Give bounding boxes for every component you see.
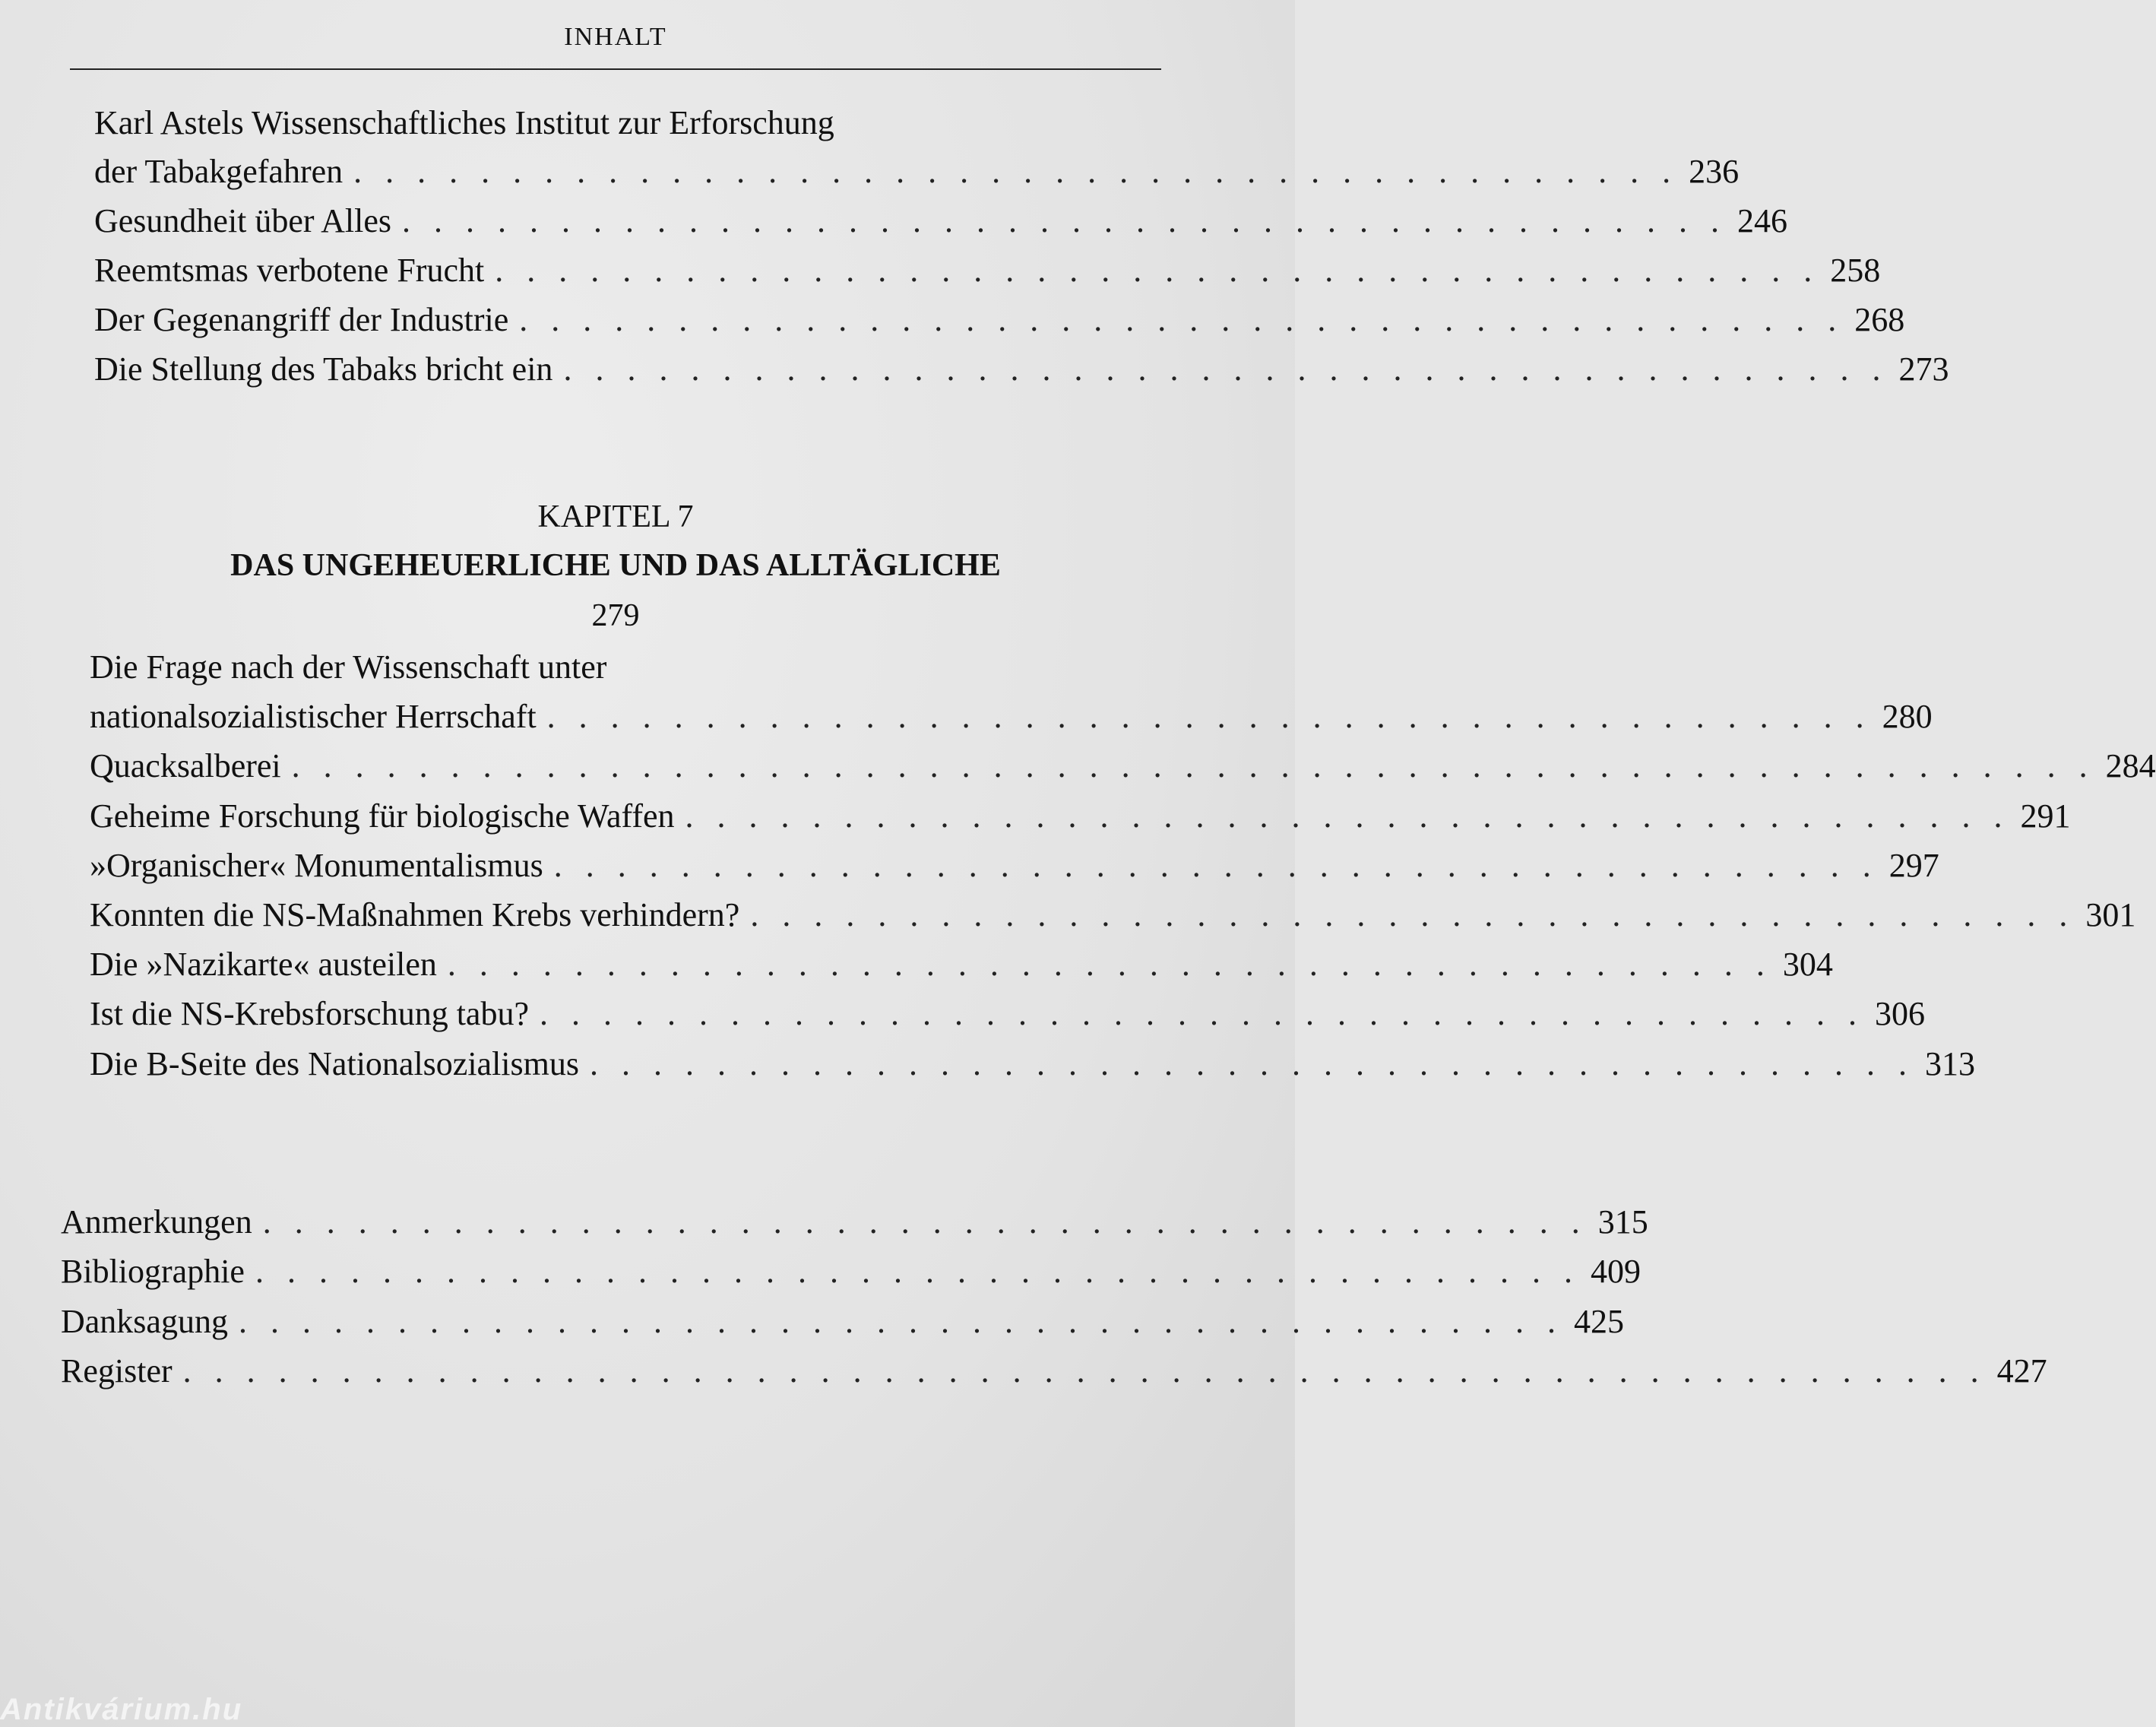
header-rule (70, 68, 1161, 70)
chapter-page-number: 279 (591, 598, 640, 633)
toc-page-number: 301 (2085, 896, 2136, 933)
toc-entry-title: Die »Nazikarte« austeilen (90, 946, 437, 983)
leader-dots: . . . . . . . . . . . . . . . . . . . . . . . . . . . . . . . . . . . . . . . . . . (255, 1253, 1580, 1290)
toc-page-number: 284 (2105, 747, 2156, 784)
toc-page-number: 425 (1573, 1303, 1624, 1340)
toc-page-number: 306 (1874, 995, 1925, 1032)
leader-dots: . . . . . . . . . . . . . . . . . . . . . . . . . . . . . . . . . . . . . . . . . . . . . . . . . . . . . . . . . (182, 1352, 1987, 1390)
toc-entry-first-line: Die Frage nach der Wissenschaft unter (90, 648, 607, 686)
leader-dots: . . . . . . . . . . . . . . . . . . . . . . . . . . . . . . . . . . . . . . . . . . (546, 698, 1872, 735)
toc-entry-title: Quacksalberei (90, 747, 281, 784)
toc-page-number: 273 (1898, 350, 1949, 388)
toc-entry (94, 299, 1905, 341)
leader-dots: . . . . . . . . . . . . . . . . . . . . . . . . . . . . . . . . . . . . . . . . . . (563, 350, 1888, 388)
toc-entry-title: Reemtsmas verbotene Frucht (94, 252, 485, 289)
toc-entry-title: Anmerkungen (61, 1203, 252, 1241)
toc-entry-title: Die B-Seite des Nationalsozialismus (90, 1045, 579, 1082)
toc-page-number: 313 (1925, 1045, 1975, 1082)
toc-page-number: 409 (1590, 1253, 1641, 1290)
toc-page-number: 304 (1782, 946, 1833, 983)
toc-entry (61, 1350, 2047, 1393)
toc-page-number: 427 (1996, 1352, 2047, 1390)
toc-entry-title: Die Stellung des Tabaks bricht ein (94, 350, 553, 388)
chapter-title: DAS UNGEHEUERLICHE UND DAS ALLTÄGLICHE (230, 548, 1001, 583)
toc-entry (94, 151, 1740, 193)
toc-entry (94, 249, 1881, 292)
toc-entry (90, 993, 1925, 1035)
toc-page-number: 246 (1737, 202, 1788, 239)
leader-dots: . . . . . . . . . . . . . . . . . . . . . . . . . . . . . . . . . . . . . . . . . . (353, 153, 1679, 190)
leader-dots: . . . . . . . . . . . . . . . . . . . . . . . . . . . . . . . . . . . . . . . . . . . . . . . . . . . . . . . . . (291, 747, 2095, 784)
toc-entry-title: Danksagung (61, 1303, 228, 1340)
toc-page-number: 291 (2020, 797, 2071, 835)
toc-entry-title: »Organischer« Monumentalismus (90, 847, 543, 884)
toc-page-number: 280 (1882, 698, 1933, 735)
running-header: INHALT (564, 23, 667, 51)
leader-dots: . . . . . . . . . . . . . . . . . . . . . . . . . . . . . . . . . . . . . . . . . . (447, 946, 1772, 983)
toc-entry (90, 795, 2071, 838)
toc-entry (61, 1250, 1641, 1293)
leader-dots: . . . . . . . . . . . . . . . . . . . . . . . . . . . . . . . . . . . . . . . . . . (262, 1203, 1588, 1241)
toc-entry-title: Gesundheit über Alles (94, 202, 392, 239)
leader-dots: . . . . . . . . . . . . . . . . . . . . . . . . . . . . . . . . . . . . . . . . . . (495, 252, 1820, 289)
toc-entry-title: Geheime Forschung für biologische Waffen (90, 797, 675, 835)
leader-dots: . . . . . . . . . . . . . . . . . . . . . . . . . . . . . . . . . . . . . . . . . . (238, 1303, 1563, 1340)
toc-entry (61, 1201, 1648, 1244)
toc-entry-title: Bibliographie (61, 1253, 245, 1290)
toc-entry-title: Konnten die NS-Maßnahmen Krebs verhindern? (90, 896, 740, 933)
leader-dots: . . . . . . . . . . . . . . . . . . . . . . . . . . . . . . . . . . . . . . . . . . (539, 995, 1864, 1032)
toc-entry (94, 348, 1949, 391)
toc-entry-title: Der Gegenangriff der Industrie (94, 301, 509, 338)
toc-entry-title: Ist die NS-Krebsforschung tabu? (90, 995, 529, 1032)
chapter-label: KAPITEL 7 (537, 499, 694, 534)
toc-entry-title: Register (61, 1352, 173, 1390)
toc-entry (90, 1043, 1975, 1085)
toc-entry-title: nationalsozialistischer Herrschaft (90, 698, 537, 735)
leader-dots: . . . . . . . . . . . . . . . . . . . . . . . . . . . . . . . . . . . . . . . . . . (590, 1045, 1914, 1082)
leader-dots: . . . . . . . . . . . . . . . . . . . . . . . . . . . . . . . . . . . . . . . . . . (750, 896, 2075, 933)
toc-entry (61, 1301, 1624, 1343)
leader-dots: . . . . . . . . . . . . . . . . . . . . . . . . . . . . . . . . . . . . . . . . . . (519, 301, 1844, 338)
leader-dots: . . . . . . . . . . . . . . . . . . . . . . . . . . . . . . . . . . . . . . . . . . (685, 797, 2010, 835)
toc-entry (94, 200, 1788, 242)
toc-page-number: 315 (1597, 1203, 1648, 1241)
toc-entry-title: der Tabakgefahren (94, 153, 344, 190)
watermark-logo: Antikvárium.hu (0, 1693, 243, 1726)
toc-entry (90, 696, 1933, 738)
toc-entry (90, 894, 2136, 936)
leader-dots: . . . . . . . . . . . . . . . . . . . . . . . . . . . . . . . . . . . . . . . . . . (402, 202, 1727, 239)
toc-entry (90, 943, 1833, 986)
toc-entry (90, 745, 2156, 787)
leader-dots: . . . . . . . . . . . . . . . . . . . . . . . . . . . . . . . . . . . . . . . . . . (553, 847, 1879, 884)
toc-page-number: 297 (1888, 847, 1939, 884)
toc-page-number: 268 (1854, 301, 1905, 338)
toc-page-number: 236 (1689, 153, 1740, 190)
toc-entry (90, 844, 1939, 887)
toc-page-number: 258 (1830, 252, 1881, 289)
toc-entry-first-line: Karl Astels Wissenschaftliches Institut zur Erforschung (94, 104, 834, 141)
